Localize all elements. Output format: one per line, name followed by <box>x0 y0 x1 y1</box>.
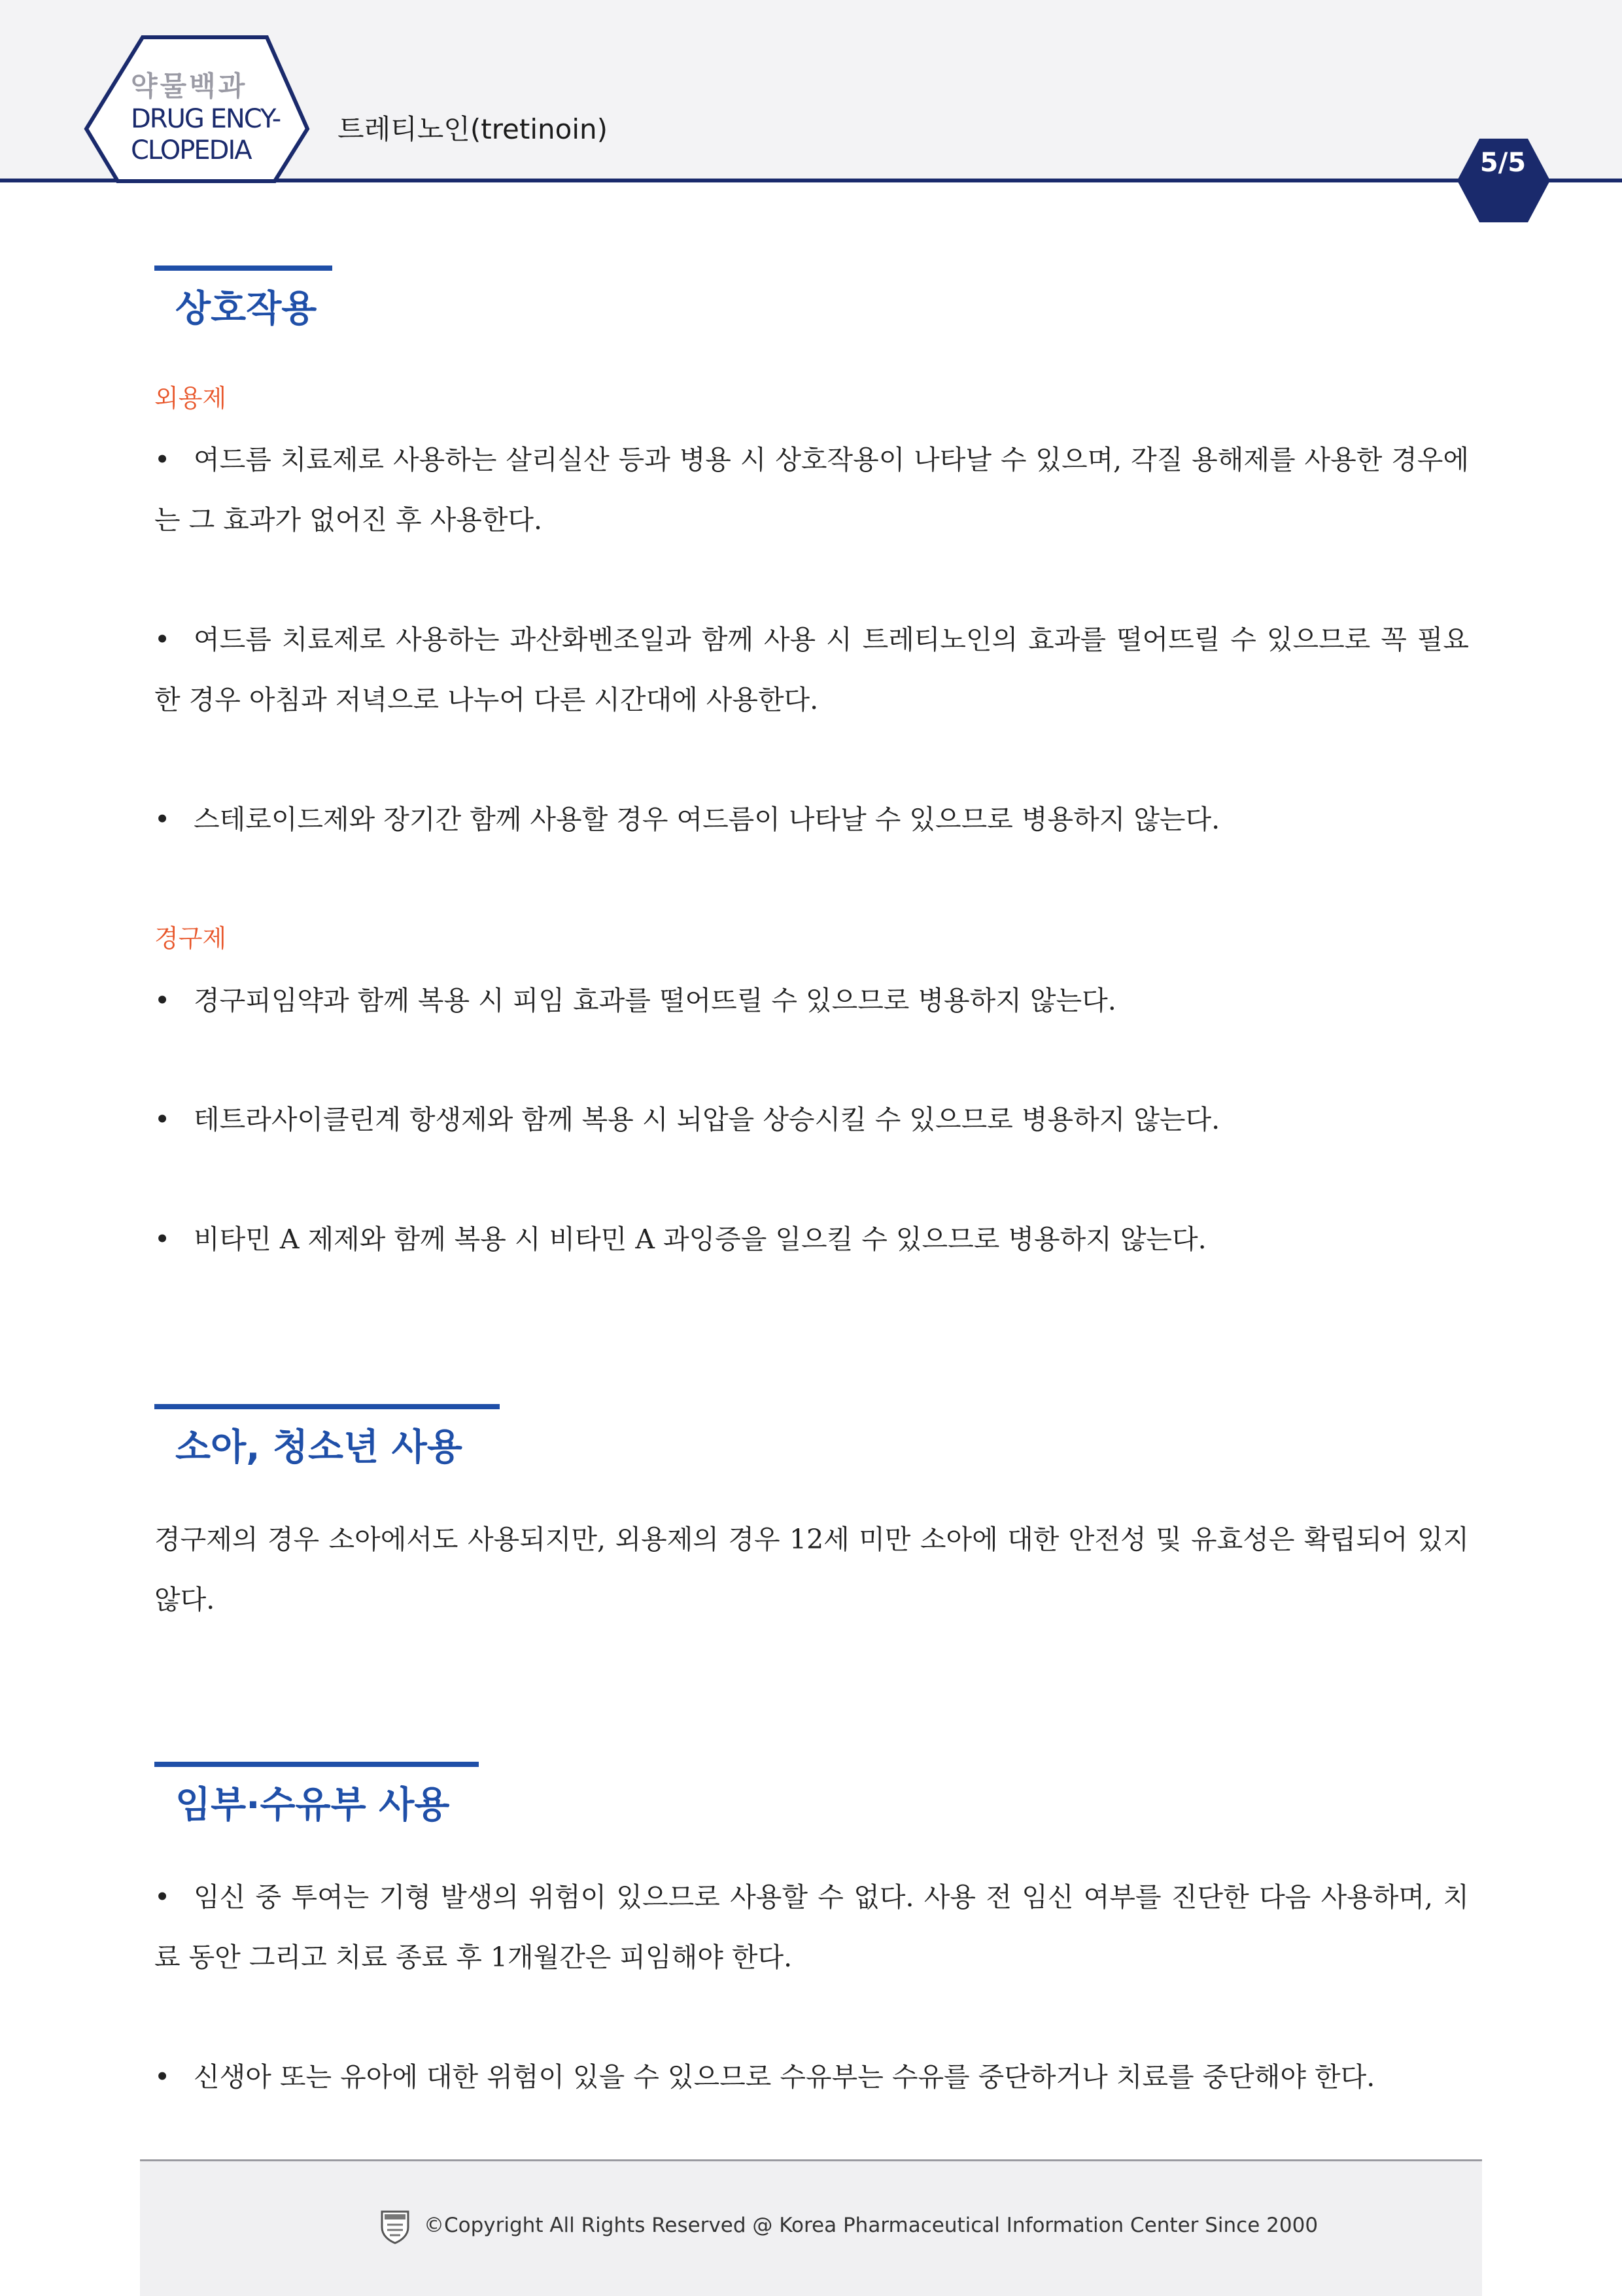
document-title: 트레티노인(tretinoin) <box>337 113 608 145</box>
bullet-icon: • <box>154 1224 171 1255</box>
section-interactions <box>154 266 1469 332</box>
section-title: 소아, 청소년 사용 <box>175 1426 462 1469</box>
section-pregnancy <box>154 1762 1469 1828</box>
bullet-icon: • <box>154 804 171 835</box>
subheading-topical: 외용제 <box>154 384 227 413</box>
bullet-item <box>154 970 1469 1031</box>
bullet-text: 여드름 치료제로 사용하는 살리실산 등과 병용 시 상호작용이 나타날 수 있으며, 각질 용해제를 사용한 경우에는 그 효과가 없어진 후 사용한다. <box>154 444 1469 536</box>
copyright-text: ©Copyright All Rights Reserved @ Korea Pharmaceutical Information Center Since 2000 <box>424 2214 1319 2237</box>
bullet-text: 비타민 A 제제와 함께 복용 시 비타민 A 과잉증을 일으킬 수 있으므로 병용하지 않는다. <box>194 1224 1207 1255</box>
bullet-item <box>154 1867 1469 1987</box>
section-pediatric <box>154 1404 1469 1471</box>
paragraph: 경구제의 경우 소아에서도 사용되지만, 외용제의 경우 12세 미만 소아에 대한 안전성 및 유효성은 확립되어 있지 않다. <box>154 1524 1469 1615</box>
shield-crest-icon <box>379 2209 411 2244</box>
bullet-item <box>154 430 1469 550</box>
section-bar <box>154 266 332 271</box>
bullet-icon: • <box>154 444 171 475</box>
bullet-item <box>154 609 1469 730</box>
logo-english: DRUG ENCY- CLOPEDIA <box>131 104 281 165</box>
bullet-text: 임신 중 투여는 기형 발생의 위험이 있으므로 사용할 수 없다. 사용 전 임신 여부를 진단한 다음 사용하며, 치료 동안 그리고 치료 종료 후 1개월간은 피임해야 한다. <box>154 1881 1469 1973</box>
section-title: 임부·수유부 사용 <box>175 1784 450 1826</box>
bullet-item <box>154 789 1469 849</box>
bullet-item <box>154 1209 1469 1269</box>
bullet-text: 경구피임약과 함께 복용 시 피임 효과를 떨어뜨릴 수 있으므로 병용하지 않는다. <box>194 985 1116 1016</box>
section-bar <box>154 1762 479 1767</box>
bullet-icon: • <box>154 985 171 1016</box>
bullet-icon: • <box>154 1104 171 1135</box>
bullet-text: 테트라사이클린계 항생제와 함께 복용 시 뇌압을 상승시킬 수 있으므로 병용하지 않는다. <box>194 1104 1220 1135</box>
section-bar <box>154 1404 500 1409</box>
bullet-text: 신생아 또는 유아에 대한 위험이 있을 수 있으므로 수유부는 수유를 중단하거나 치료를 중단해야 한다. <box>194 2061 1375 2093</box>
bullet-text: 스테로이드제와 장기간 함께 사용할 경우 여드름이 나타날 수 있으므로 병용하지 않는다. <box>194 804 1220 835</box>
bullet-item <box>154 2047 1469 2107</box>
bullet-text: 여드름 치료제로 사용하는 과산화벤조일과 함께 사용 시 트레티노인의 효과를 떨어뜨릴 수 있으므로 꼭 필요한 경우 아침과 저녁으로 나누어 다른 시간대에 사용한다. <box>154 624 1469 715</box>
page-number: 5/5 <box>1479 148 1527 178</box>
bullet-icon: • <box>154 1881 171 1913</box>
logo-korean: 약물백과 <box>131 70 248 102</box>
subheading-oral: 경구제 <box>154 924 227 953</box>
bullet-icon: • <box>154 2061 171 2093</box>
bullet-item <box>154 1089 1469 1150</box>
bullet-icon: • <box>154 624 171 655</box>
section-title: 상호작용 <box>175 288 317 330</box>
logo <box>131 69 301 166</box>
